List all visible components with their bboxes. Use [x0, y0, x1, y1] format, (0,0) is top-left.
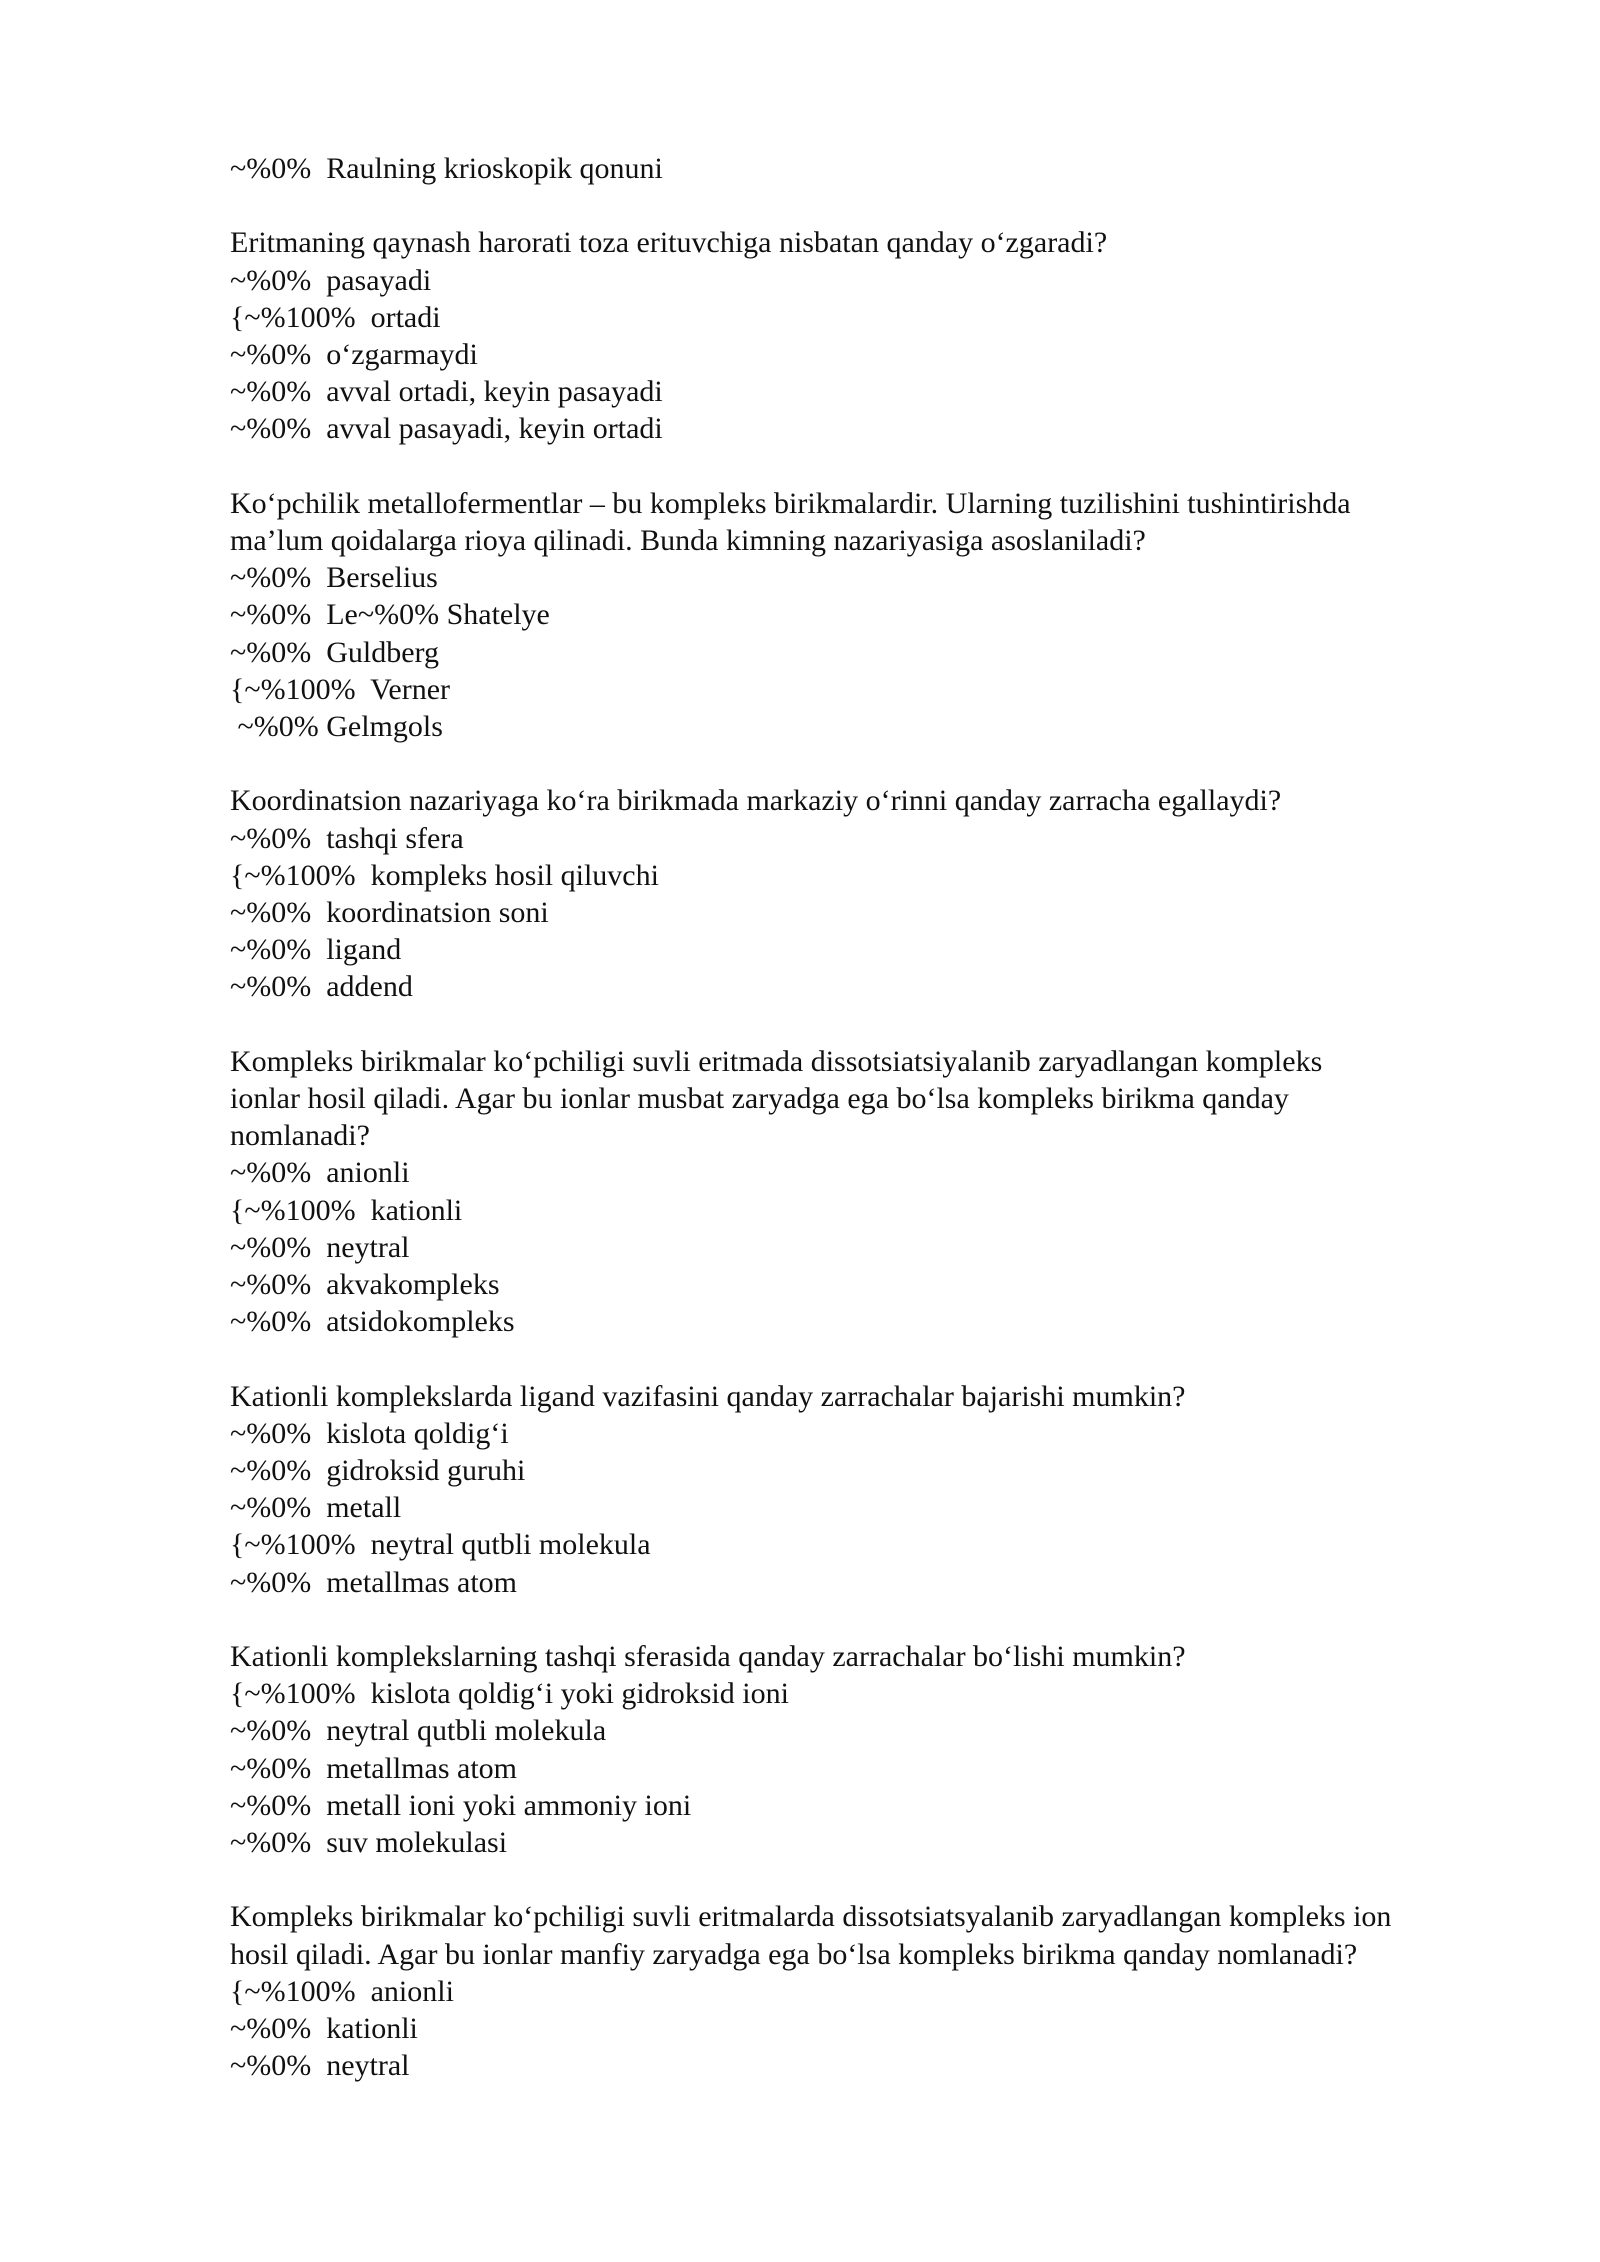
question-text: Eritmaning qaynash harorati toza erituvchiga nisbatan qanday o‘zgaradi? — [230, 226, 1108, 260]
answer-option: ~%0% neytral — [230, 1230, 410, 1264]
answer-option: ~%0% avval ortadi, keyin pasayadi — [230, 375, 663, 409]
answer-option: ~%0% atsidokompleks — [230, 1305, 515, 1339]
answer-option: ~%0% Raulning krioskopik qonuni — [230, 152, 663, 185]
answer-option: {~%100% Verner — [230, 672, 451, 706]
answer-option: ~%0% Guldberg — [230, 635, 439, 669]
question-text: Ko‘pchilik metallofermentlar – bu kompleks birikmalardir. Ularning tuzilishini tushintirishda — [230, 486, 1351, 520]
answer-option: ~%0% kislota qoldig‘i — [230, 1416, 509, 1450]
question-block — [230, 224, 1500, 447]
answer-option: ~%0% metall — [230, 1491, 402, 1525]
question-text: ma’lum qoidalarga rioya qilinadi. Bunda kimning nazariyasiga asoslaniladi? — [230, 524, 1146, 557]
question-text: Kationli komplekslarda ligand vazifasini qanday zarrachalar bajarishi mumkin? — [230, 1379, 1186, 1413]
answer-option: ~%0% Gelmgols — [230, 710, 443, 744]
answer-option: ~%0% ligand — [230, 933, 402, 967]
question-block — [230, 1638, 1500, 1861]
question-text: Kompleks birikmalar ko‘pchiligi suvli eritmalarda dissotsiatsyalanib zaryadlangan kompleks ion — [230, 1900, 1392, 1934]
answer-option: {~%100% anionli — [230, 1974, 454, 2008]
answer-option: {~%100% neytral qutbli molekula — [230, 1528, 651, 1562]
answer-option: ~%0% pasayadi — [230, 263, 432, 297]
question-text: nomlanadi? — [230, 1119, 370, 1153]
answer-option: ~%0% o‘zgarmaydi — [230, 338, 478, 371]
question-block — [230, 1898, 1500, 2084]
answer-option: ~%0% anionli — [230, 1156, 410, 1190]
answer-option: ~%0% avval pasayadi, keyin ortadi — [230, 412, 663, 446]
answer-option: ~%0% addend — [230, 970, 413, 1004]
answer-option: {~%100% kationli — [230, 1193, 463, 1227]
answer-option: ~%0% suv molekulasi — [230, 1826, 508, 1860]
answer-option: {~%100% ortadi — [230, 300, 441, 334]
answer-option: ~%0% kationli — [230, 2012, 418, 2046]
question-block — [230, 1378, 1500, 1601]
question-block — [230, 485, 1500, 745]
answer-option: ~%0% neytral — [230, 2049, 410, 2083]
question-text: Koordinatsion nazariyaga ko‘ra birikmada markaziy o‘rinni qanday zarracha egallaydi? — [230, 784, 1282, 818]
answer-option: ~%0% Le~%0% Shatelye — [230, 598, 550, 632]
answer-option: ~%0% metallmas atom — [230, 1751, 517, 1785]
answer-option: ~%0% koordinatsion soni — [230, 896, 549, 930]
answer-option: ~%0% Berselius — [230, 561, 438, 595]
answer-option: {~%100% kislota qoldig‘i yoki gidroksid ioni — [230, 1677, 789, 1711]
answer-option: ~%0% akvakompleks — [230, 1268, 500, 1302]
answer-option: ~%0% gidroksid guruhi — [230, 1454, 526, 1488]
question-block — [230, 782, 1500, 1005]
answer-option: ~%0% tashqi sfera — [230, 821, 464, 855]
question-block — [230, 150, 1500, 187]
question-text: hosil qiladi. Agar bu ionlar manfiy zaryadga ega bo‘lsa kompleks birikma qanday nomlanadi? — [230, 1937, 1358, 1971]
question-text: Kationli komplekslarning tashqi sferasida qanday zarrachalar bo‘lishi mumkin? — [230, 1640, 1186, 1674]
answer-option: ~%0% metall ioni yoki ammoniy ioni — [230, 1788, 692, 1822]
document-page — [230, 150, 1500, 2084]
answer-option: ~%0% neytral qutbli molekula — [230, 1714, 607, 1748]
question-block — [230, 1043, 1500, 1341]
answer-option: ~%0% metallmas atom — [230, 1565, 517, 1599]
answer-option: {~%100% kompleks hosil qiluvchi — [230, 858, 659, 892]
question-text: ionlar hosil qiladi. Agar bu ionlar musbat zaryadga ega bo‘lsa kompleks birikma qanday — [230, 1082, 1289, 1116]
question-text: Kompleks birikmalar ko‘pchiligi suvli eritmada dissotsiatsiyalanib zaryadlangan kompleks — [230, 1044, 1323, 1078]
